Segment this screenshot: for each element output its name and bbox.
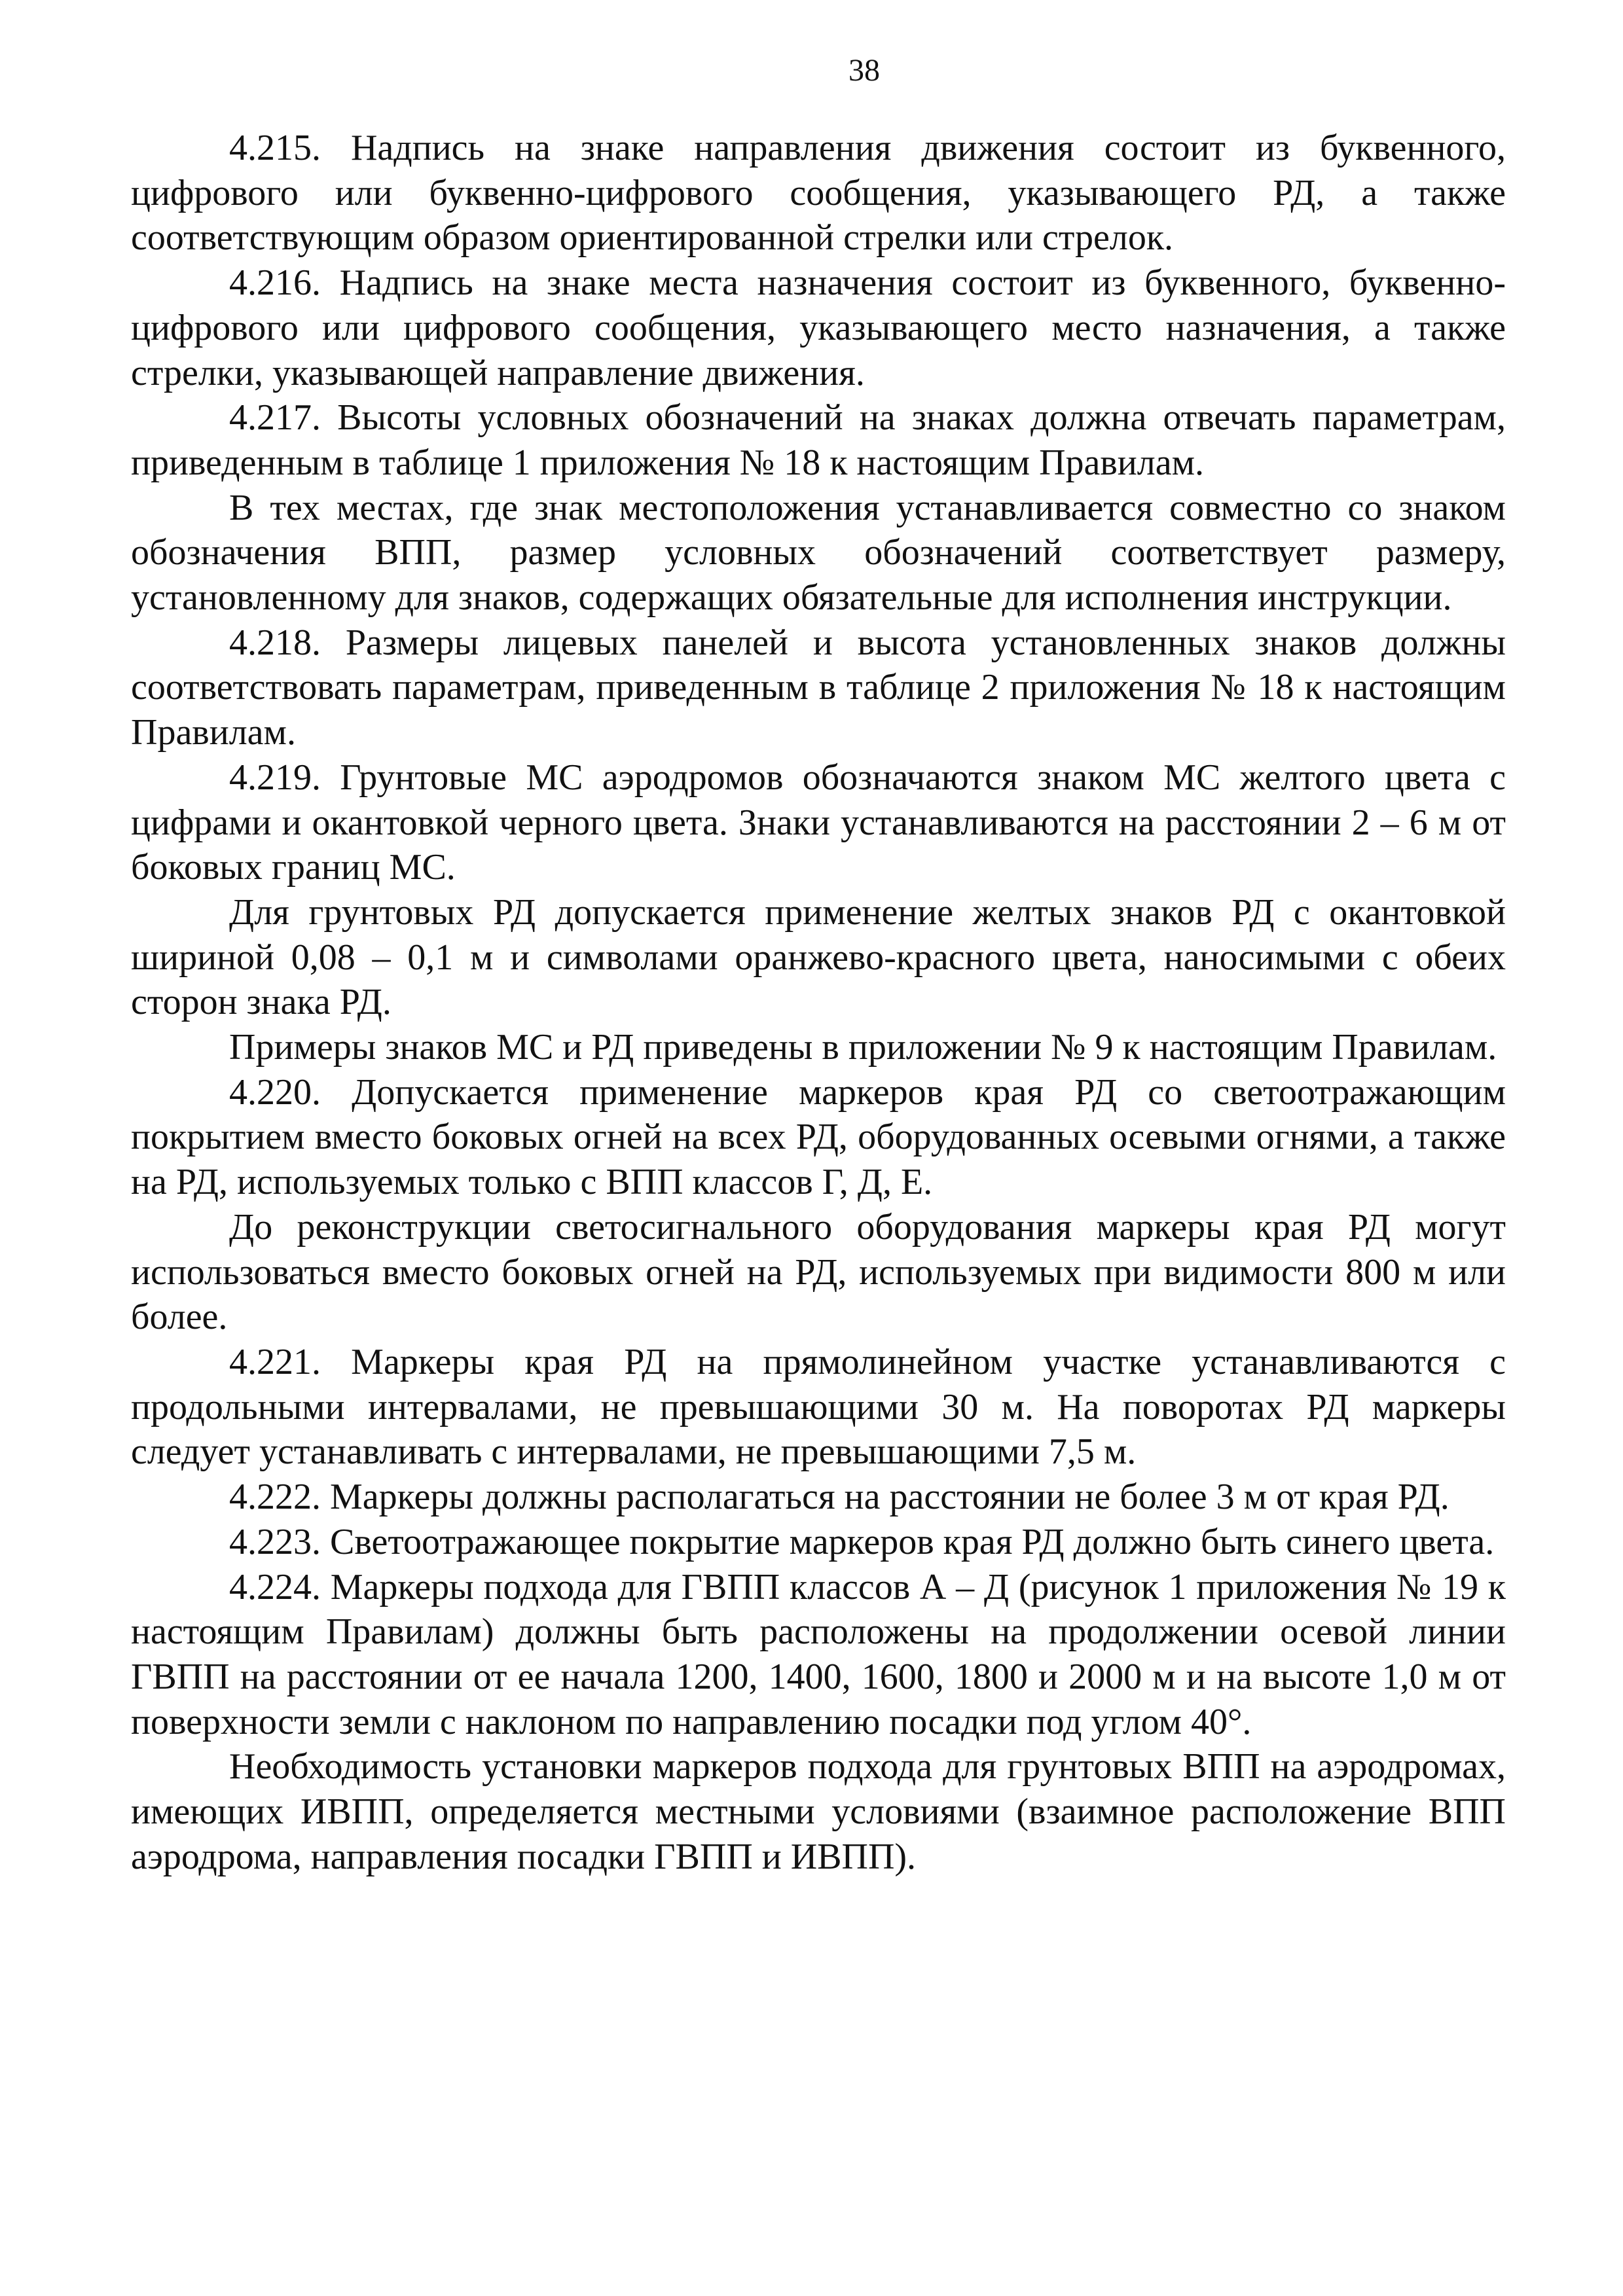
document-body (131, 126, 1506, 1879)
paragraph-4-220: 4.220. Допускается применение маркеров края РД со светоотражающим покрытием вместо боковых огней на всех РД, оборудованных осевыми огнями, а также на РД, используемых только с ВПП классов Г, Д, Е. (131, 1071, 1506, 1203)
paragraph-approach-markers-need: Необходимость установки маркеров подхода для грунтовых ВПП на аэродромах, имеющих ИВПП, определяется местными условиями (взаимное расположение ВПП аэродрома, направления посадки ГВПП и ИВПП). (131, 1746, 1506, 1877)
paragraph-4-217: 4.217. Высоты условных обозначений на знаках должна отвечать параметрам, приведенным в таблице 1 приложения № 18 к настоящим Правилам. (131, 397, 1506, 483)
paragraph-reconstruction-markers: До реконструкции светосигнального оборудования маркеры края РД могут использоваться вместо боковых огней на РД, используемых при видимости 800 м или более. (131, 1206, 1506, 1338)
paragraph-4-219: 4.219. Грунтовые МС аэродромов обозначаются знаком МС желтого цвета с цифрами и окантовкой черного цвета. Знаки устанавливаются на расстоянии 2 – 6 м от боковых границ МС. (131, 757, 1506, 888)
paragraph-4-224: 4.224. Маркеры подхода для ГВПП классов А – Д (рисунок 1 приложения № 19 к настоящим Правилам) должны быть расположены на продолжении осевой линии ГВПП на расстоянии от ее начала 1200, 1400, 1600, 1800 и 2000 м и на высоте 1,0 м от поверхности земли с наклоном по направлению посадки под углом 40°. (131, 1566, 1506, 1742)
paragraph-ground-taxiway-signs: Для грунтовых РД допускается применение желтых знаков РД с окантовкой шириной 0,08 – 0,1 м и символами оранжево-красного цвета, наносимыми с обеих сторон знака РД. (131, 891, 1506, 1023)
paragraph-4-216: 4.216. Надпись на знаке места назначения состоит из буквенного, буквенно-цифрового или цифрового сообщения, указывающего место назначения, а также стрелки, указывающей направление движения. (131, 262, 1506, 393)
paragraph-4-223: 4.223. Светоотражающее покрытие маркеров края РД должно быть синего цвета. (229, 1521, 1495, 1562)
paragraph-sign-examples: Примеры знаков МС и РД приведены в приложении № 9 к настоящим Правилам. (229, 1027, 1497, 1068)
paragraph-4-221: 4.221. Маркеры края РД на прямолинейном участке устанавливаются с продольными интервалами, не превышающими 30 м. На поворотах РД маркеры следует устанавливать с интервалами, не превышающими 7,5 м. (131, 1341, 1506, 1473)
page-number: 38 (848, 53, 880, 88)
paragraph-4-215: 4.215. Надпись на знаке направления движения состоит из буквенного, цифрового или буквенно-цифрового сообщения, указывающего РД, а также соответствующим образом ориентированной стрелки или стрелок. (131, 128, 1506, 259)
paragraph-4-218: 4.218. Размеры лицевых панелей и высота установленных знаков должны соответствовать параметрам, приведенным в таблице 2 приложения № 18 к настоящим Правилам. (131, 622, 1506, 753)
paragraph-location-sign-size: В тех местах, где знак местоположения устанавливается совместно со знаком обозначения ВПП, размер условных обозначений соответствует размеру, установленному для знаков, содержащих обязательные для исполнения инструкции. (131, 487, 1506, 619)
paragraph-4-222: 4.222. Маркеры должны располагаться на расстоянии не более 3 м от края РД. (229, 1477, 1450, 1518)
